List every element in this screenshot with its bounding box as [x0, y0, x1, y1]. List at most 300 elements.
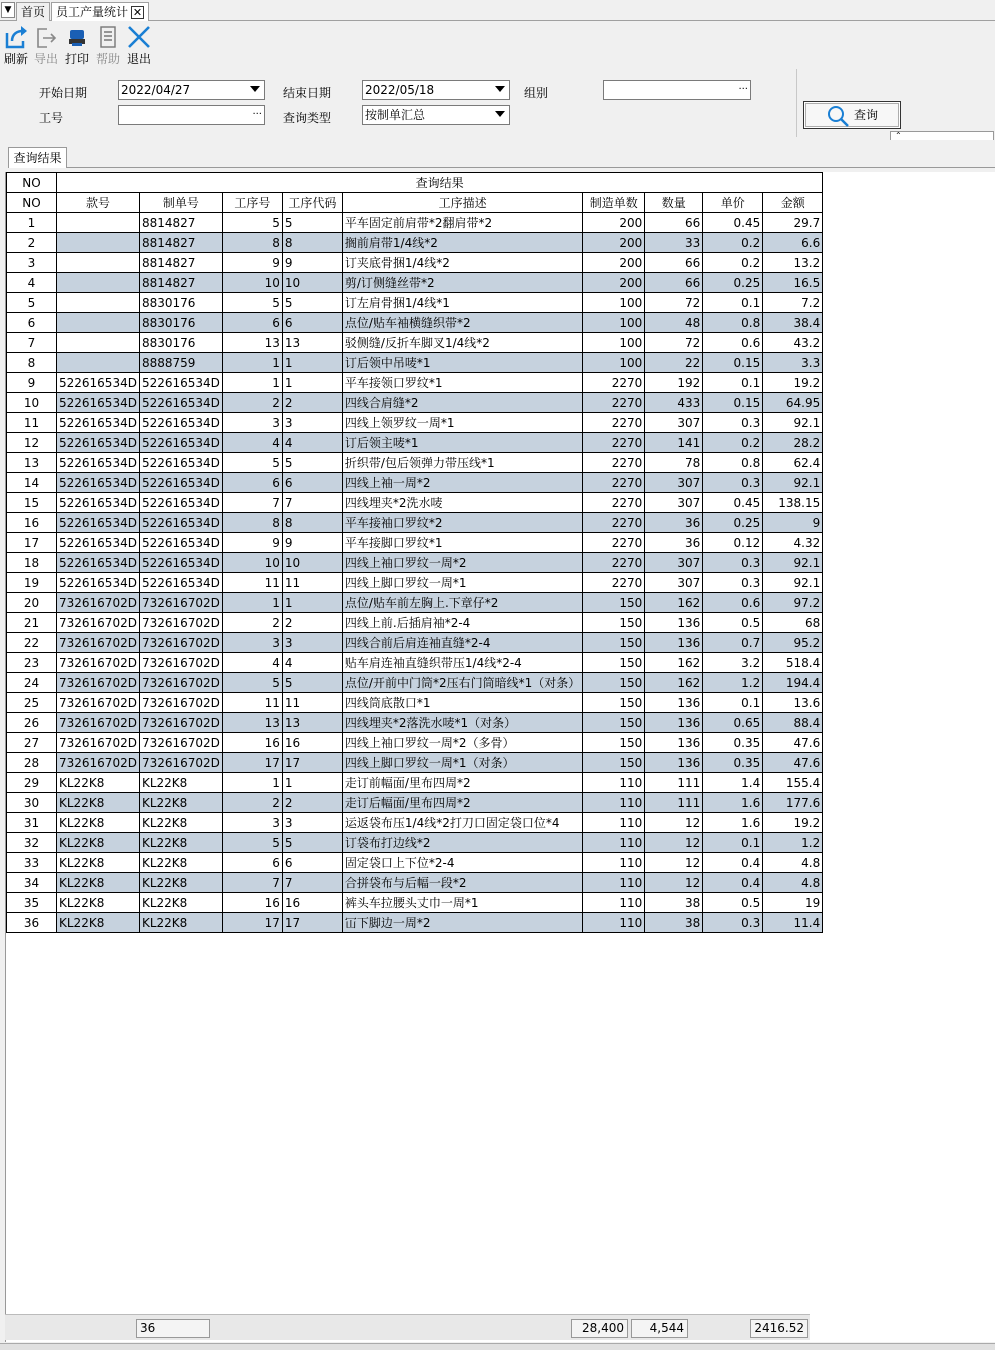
col-process-desc-cell: 四线合前后肩连袖直缝*2-4 — [342, 633, 582, 653]
table-row[interactable] — [7, 393, 823, 413]
col-unit-price-cell: 0.3 — [703, 473, 763, 493]
col-process-desc-cell: 运返袋布压1/4线*2打刀口固定袋口位*4 — [342, 813, 582, 833]
col-unit-price-cell: 1.2 — [703, 673, 763, 693]
col-quantity-cell: 12 — [645, 873, 703, 893]
col-quantity-cell: 136 — [645, 693, 703, 713]
col-process-code-cell: 5 — [282, 213, 342, 233]
col-order-no-cell: 8830176 — [139, 333, 222, 353]
col-quantity-cell: 307 — [645, 413, 703, 433]
col-style-no-cell: 732616702D — [57, 673, 140, 693]
col-process-no-cell: 10 — [222, 273, 282, 293]
query-type-select[interactable] — [362, 105, 510, 125]
col-order-no-cell: 732616702D — [139, 713, 222, 733]
col-order-no-cell: 8888759 — [139, 353, 222, 373]
col-process-desc-cell: 四线筒底散口*1 — [342, 693, 582, 713]
col-process-desc-cell: 剪/订侧缝丝带*2 — [342, 273, 582, 293]
col-no-cell: 25 — [7, 693, 57, 713]
col-order-qty-cell: 200 — [583, 213, 645, 233]
col-style-no-cell — [57, 253, 140, 273]
table-row[interactable] — [7, 673, 823, 693]
col-process-desc-cell: 平车接领口罗纹*1 — [342, 373, 582, 393]
col-amount-cell: 13.6 — [763, 693, 823, 713]
col-order-qty-cell: 100 — [583, 313, 645, 333]
col-amount-cell: 95.2 — [763, 633, 823, 653]
col-quantity-cell: 22 — [645, 353, 703, 373]
col-order-no-cell: 732616702D — [139, 673, 222, 693]
col-order-no-cell: 732616702D — [139, 693, 222, 713]
col-order-qty-cell: 150 — [583, 653, 645, 673]
col-quantity-cell: 136 — [645, 733, 703, 753]
table-row[interactable] — [7, 713, 823, 733]
query-button[interactable] — [803, 101, 901, 129]
col-quantity-cell: 307 — [645, 473, 703, 493]
col-process-no-cell: 2 — [222, 393, 282, 413]
col-order-qty-cell: 2270 — [583, 533, 645, 553]
col-process-no-cell: 5 — [222, 213, 282, 233]
table-row[interactable] — [7, 433, 823, 453]
worker-id-field[interactable] — [118, 105, 265, 125]
col-style-no-cell — [57, 213, 140, 233]
col-amount-cell: 155.4 — [763, 773, 823, 793]
ellipsis-icon[interactable]: ··· — [252, 109, 262, 120]
close-tab-icon[interactable]: ✕ — [132, 6, 143, 19]
col-order-qty-cell: 2270 — [583, 573, 645, 593]
summary-footer — [5, 1314, 810, 1340]
col-process-no-cell: 11 — [222, 693, 282, 713]
results-grid — [5, 172, 995, 1342]
table-row[interactable] — [7, 353, 823, 373]
col-process-code-cell: 10 — [282, 553, 342, 573]
refresh-button[interactable] — [1, 24, 31, 67]
col-no-cell: 16 — [7, 513, 57, 533]
tab-underline — [67, 167, 995, 168]
table-row[interactable] — [7, 293, 823, 313]
table-row[interactable] — [7, 573, 823, 593]
col-process-code-cell: 17 — [282, 913, 342, 933]
col-order-qty-cell: 110 — [583, 853, 645, 873]
col-order-no-cell: 8814827 — [139, 213, 222, 233]
col-amount-cell: 92.1 — [763, 573, 823, 593]
col-amount-cell: 28.2 — [763, 433, 823, 453]
col-style-no-cell: 522616534D — [57, 553, 140, 573]
col-style-no-cell: KL22K8 — [57, 813, 140, 833]
col-unit-price-cell: 3.2 — [703, 653, 763, 673]
col-quantity-cell: 136 — [645, 633, 703, 653]
col-quantity-cell: 111 — [645, 793, 703, 813]
col-amount-cell: 97.2 — [763, 593, 823, 613]
col-style-no-cell: 522616534D — [57, 433, 140, 453]
band-title-header: 查询结果 — [57, 173, 823, 193]
table-row[interactable] — [7, 233, 823, 253]
col-no-cell: 36 — [7, 913, 57, 933]
print-button[interactable] — [62, 24, 92, 67]
table-row[interactable] — [7, 773, 823, 793]
col-process-no-cell: 2 — [222, 793, 282, 813]
col-process-no-cell: 5 — [222, 673, 282, 693]
col-no-cell: 11 — [7, 413, 57, 433]
query-button-label: 查询 — [853, 108, 878, 122]
table-row[interactable] — [7, 593, 823, 613]
collapse-panel-handle[interactable]: ⌃ — [890, 131, 994, 140]
col-order-no-cell: 732616702D — [139, 613, 222, 633]
col-process-code-cell: 11 — [282, 693, 342, 713]
col-process-code-cell: 6 — [282, 473, 342, 493]
group-field[interactable] — [603, 80, 751, 100]
col-amount-cell: 29.7 — [763, 213, 823, 233]
col-process-code-cell: 5 — [282, 293, 342, 313]
col-order-no-cell: 8814827 — [139, 253, 222, 273]
table-row[interactable] — [7, 813, 823, 833]
col-order-no-cell: 522616534D — [139, 393, 222, 413]
query-type-value: 按制单汇总 — [365, 108, 426, 122]
table-row[interactable] — [7, 913, 823, 933]
col-process-code-cell: 3 — [282, 813, 342, 833]
col-order-no-cell: KL22K8 — [139, 813, 222, 833]
col-unit-price-cell: 0.5 — [703, 613, 763, 633]
col-order-qty-cell: 150 — [583, 673, 645, 693]
col-amount-cell: 16.5 — [763, 273, 823, 293]
col-unit-price-cell: 0.25 — [703, 273, 763, 293]
col-process-desc-cell: 走订后幅面/里布四周*2 — [342, 793, 582, 813]
col-quantity-cell: 162 — [645, 673, 703, 693]
col-quantity-cell: 307 — [645, 553, 703, 573]
col-order-no-cell: KL22K8 — [139, 893, 222, 913]
col-order-no-cell: 522616534D — [139, 513, 222, 533]
col-no-cell: 28 — [7, 753, 57, 773]
col-process-desc-cell: 点位/开前中门筒*2压右门筒暗线*1（对条） — [342, 673, 582, 693]
col-process-no-cell: 1 — [222, 353, 282, 373]
col-process-code-cell: 2 — [282, 793, 342, 813]
tab-list-dropdown[interactable]: ▼ — [1, 2, 15, 18]
ellipsis-icon[interactable]: ··· — [738, 84, 748, 95]
col-process-desc-cell: 四线上前.后插肩袖*2-4 — [342, 613, 582, 633]
col-process-desc-cell: 走订前幅面/里布四周*2 — [342, 773, 582, 793]
col-style-no-cell: 522616534D — [57, 533, 140, 553]
col-amount-cell: 6.6 — [763, 233, 823, 253]
col-quantity-cell: 33 — [645, 233, 703, 253]
col-process-desc-cell: 四线上袖口罗纹一周*2（多骨） — [342, 733, 582, 753]
table-row[interactable] — [7, 893, 823, 913]
table-row[interactable] — [7, 733, 823, 753]
col-unit-price-cell: 0.15 — [703, 353, 763, 373]
col-order-no-cell: 732616702D — [139, 733, 222, 753]
col-order-no-cell: 522616534D — [139, 533, 222, 553]
col-process-desc-header[interactable]: 工序描述 — [342, 193, 582, 213]
table-row[interactable] — [7, 753, 823, 773]
col-no-cell: 13 — [7, 453, 57, 473]
col-process-no-cell: 6 — [222, 313, 282, 333]
col-order-no-cell: KL22K8 — [139, 793, 222, 813]
col-order-qty-cell: 2270 — [583, 433, 645, 453]
col-quantity-cell: 78 — [645, 453, 703, 473]
col-amount-cell: 177.6 — [763, 793, 823, 813]
table-row[interactable] — [7, 873, 823, 893]
col-order-qty-cell: 200 — [583, 253, 645, 273]
col-amount-cell: 88.4 — [763, 713, 823, 733]
col-unit-price-cell: 0.25 — [703, 513, 763, 533]
col-order-no-cell: KL22K8 — [139, 833, 222, 853]
col-no-cell: 6 — [7, 313, 57, 333]
col-process-no-header[interactable]: 工序号 — [222, 193, 282, 213]
col-process-code-cell: 4 — [282, 653, 342, 673]
col-order-no-cell: 732616702D — [139, 753, 222, 773]
col-process-code-cell: 6 — [282, 853, 342, 873]
col-quantity-cell: 12 — [645, 833, 703, 853]
col-order-qty-cell: 2270 — [583, 473, 645, 493]
col-style-no-cell: 522616534D — [57, 573, 140, 593]
tab-employee-output[interactable] — [51, 2, 149, 21]
col-process-code-cell: 13 — [282, 333, 342, 353]
col-process-desc-cell: 订夹底骨捆1/4线*2 — [342, 253, 582, 273]
table-row[interactable] — [7, 313, 823, 333]
col-amount-cell: 19.2 — [763, 813, 823, 833]
col-order-qty-cell: 150 — [583, 713, 645, 733]
col-process-code-cell: 11 — [282, 573, 342, 593]
col-process-code-cell: 9 — [282, 533, 342, 553]
col-amount-cell: 92.1 — [763, 413, 823, 433]
col-process-desc-cell: 四线上脚口罗纹一周*1 — [342, 573, 582, 593]
table-row[interactable] — [7, 413, 823, 433]
start-date-label: 开始日期 — [39, 86, 88, 100]
horizontal-scrollbar[interactable] — [0, 1343, 995, 1350]
col-no-cell: 22 — [7, 633, 57, 653]
col-process-code-cell: 4 — [282, 433, 342, 453]
col-order-qty-cell: 150 — [583, 613, 645, 633]
export-button[interactable] — [31, 24, 61, 67]
col-unit-price-header[interactable]: 单价 — [703, 193, 763, 213]
table-row[interactable] — [7, 333, 823, 353]
col-unit-price-cell: 0.3 — [703, 913, 763, 933]
table-row[interactable] — [7, 793, 823, 813]
col-process-desc-cell: 点位/贴车袖横缝织带*2 — [342, 313, 582, 333]
table-row[interactable] — [7, 513, 823, 533]
col-order-qty-cell: 2270 — [583, 453, 645, 473]
col-process-no-cell: 5 — [222, 293, 282, 313]
chevron-down-icon[interactable] — [250, 86, 260, 92]
col-order-no-cell: KL22K8 — [139, 873, 222, 893]
col-order-no-cell: 8830176 — [139, 293, 222, 313]
col-style-no-cell — [57, 353, 140, 373]
end-date-picker[interactable] — [362, 80, 510, 100]
col-process-desc-cell: 贴车肩连袖直缝织带压1/4线*2-4 — [342, 653, 582, 673]
col-style-no-cell: 732616702D — [57, 733, 140, 753]
col-unit-price-cell: 0.8 — [703, 453, 763, 473]
col-process-no-cell: 3 — [222, 633, 282, 653]
col-style-no-cell: KL22K8 — [57, 853, 140, 873]
col-order-qty-cell: 150 — [583, 753, 645, 773]
col-style-no-cell: 522616534D — [57, 373, 140, 393]
table-row[interactable] — [7, 273, 823, 293]
col-amount-cell: 13.2 — [763, 253, 823, 273]
col-process-no-cell: 11 — [222, 573, 282, 593]
col-process-no-cell: 1 — [222, 373, 282, 393]
table-row[interactable] — [7, 473, 823, 493]
col-quantity-cell: 66 — [645, 273, 703, 293]
col-unit-price-cell: 0.2 — [703, 433, 763, 453]
col-process-desc-cell: 订后领主唛*1 — [342, 433, 582, 453]
col-order-qty-cell: 100 — [583, 293, 645, 313]
col-process-code-cell: 13 — [282, 713, 342, 733]
col-no-header[interactable]: NO — [7, 193, 57, 213]
col-amount-cell: 38.4 — [763, 313, 823, 333]
table-row[interactable] — [7, 453, 823, 473]
col-order-qty-cell: 110 — [583, 773, 645, 793]
exit-button[interactable] — [124, 24, 154, 67]
col-order-qty-cell: 110 — [583, 793, 645, 813]
start-date-picker[interactable] — [118, 80, 265, 100]
col-process-desc-cell: 订后领中吊唛*1 — [342, 353, 582, 373]
col-no-cell: 26 — [7, 713, 57, 733]
col-no-cell: 17 — [7, 533, 57, 553]
results-table — [6, 172, 823, 933]
col-order-qty-cell: 2270 — [583, 413, 645, 433]
table-row[interactable] — [7, 253, 823, 273]
col-amount-cell: 194.4 — [763, 673, 823, 693]
col-process-desc-cell: 搁前肩带1/4线*2 — [342, 233, 582, 253]
amount-total: 2416.52 — [750, 1319, 808, 1338]
col-no-cell: 18 — [7, 553, 57, 573]
col-unit-price-cell: 0.1 — [703, 293, 763, 313]
col-order-no-cell: KL22K8 — [139, 773, 222, 793]
table-row[interactable] — [7, 833, 823, 853]
col-style-no-cell — [57, 293, 140, 313]
document-icon — [95, 24, 121, 50]
col-quantity-cell: 111 — [645, 773, 703, 793]
table-row[interactable] — [7, 613, 823, 633]
col-no-cell: 12 — [7, 433, 57, 453]
col-process-desc-cell: 合拼袋布与后幅一段*2 — [342, 873, 582, 893]
col-process-desc-cell: 四线上脚口罗纹一周*1（对条） — [342, 753, 582, 773]
col-style-no-cell: 732616702D — [57, 753, 140, 773]
chevron-down-icon[interactable] — [495, 86, 505, 92]
col-unit-price-cell: 0.5 — [703, 893, 763, 913]
col-amount-cell: 68 — [763, 613, 823, 633]
exit-label: 退出 — [126, 52, 151, 66]
col-order-qty-cell: 200 — [583, 233, 645, 253]
col-order-qty-header[interactable]: 制造单数 — [583, 193, 645, 213]
col-process-code-cell: 3 — [282, 413, 342, 433]
col-process-desc-cell: 裤头车拉腰头丈巾一周*1 — [342, 893, 582, 913]
col-no-cell: 31 — [7, 813, 57, 833]
col-order-no-cell: 732616702D — [139, 633, 222, 653]
col-amount-cell: 62.4 — [763, 453, 823, 473]
col-process-no-cell: 13 — [222, 333, 282, 353]
col-unit-price-cell: 0.1 — [703, 693, 763, 713]
col-quantity-cell: 136 — [645, 613, 703, 633]
col-style-no-cell: 732616702D — [57, 593, 140, 613]
col-process-desc-cell: 订袋布打边线*2 — [342, 833, 582, 853]
tab-query-results-label: 查询结果 — [13, 151, 62, 165]
col-unit-price-cell: 0.2 — [703, 253, 763, 273]
col-process-desc-cell: 点位/贴车前左胸上.下章仔*2 — [342, 593, 582, 613]
tab-employee-output-label: 员工产量统计 — [56, 5, 129, 19]
col-quantity-cell: 72 — [645, 293, 703, 313]
col-unit-price-cell: 0.45 — [703, 213, 763, 233]
col-order-qty-cell: 110 — [583, 893, 645, 913]
col-process-no-cell: 17 — [222, 913, 282, 933]
col-order-qty-cell: 110 — [583, 913, 645, 933]
col-amount-cell: 4.8 — [763, 873, 823, 893]
col-unit-price-cell: 0.6 — [703, 593, 763, 613]
col-style-no-cell: KL22K8 — [57, 833, 140, 853]
col-amount-cell: 47.6 — [763, 753, 823, 773]
col-quantity-header[interactable]: 数量 — [645, 193, 703, 213]
table-row[interactable] — [7, 493, 823, 513]
group-label: 组别 — [524, 86, 549, 100]
col-process-no-cell: 2 — [222, 613, 282, 633]
col-style-no-cell — [57, 273, 140, 293]
col-amount-cell: 47.6 — [763, 733, 823, 753]
col-order-no-cell: 522616534D — [139, 413, 222, 433]
col-quantity-cell: 141 — [645, 433, 703, 453]
worker-id-label: 工号 — [39, 111, 64, 125]
col-no-cell: 14 — [7, 473, 57, 493]
col-process-code-cell: 5 — [282, 673, 342, 693]
col-order-qty-cell: 150 — [583, 733, 645, 753]
col-style-no-header[interactable]: 款号 — [57, 193, 140, 213]
table-row[interactable] — [7, 533, 823, 553]
col-no-cell: 30 — [7, 793, 57, 813]
col-quantity-cell: 38 — [645, 913, 703, 933]
col-process-no-cell: 13 — [222, 713, 282, 733]
col-unit-price-cell: 1.6 — [703, 813, 763, 833]
tab-strip — [0, 0, 995, 21]
tab-home[interactable] — [16, 2, 50, 21]
table-row[interactable] — [7, 853, 823, 873]
col-process-desc-cell: 平车接袖口罗纹*2 — [342, 513, 582, 533]
col-process-code-cell: 9 — [282, 253, 342, 273]
col-order-no-cell: 522616534D — [139, 553, 222, 573]
col-process-code-cell: 5 — [282, 453, 342, 473]
col-amount-cell: 92.1 — [763, 553, 823, 573]
col-process-no-cell: 3 — [222, 413, 282, 433]
table-row[interactable] — [7, 373, 823, 393]
col-style-no-cell: KL22K8 — [57, 793, 140, 813]
table-row[interactable] — [7, 633, 823, 653]
col-order-no-header[interactable]: 制单号 — [139, 193, 222, 213]
col-process-no-cell: 9 — [222, 253, 282, 273]
table-row[interactable] — [7, 213, 823, 233]
col-style-no-cell — [57, 233, 140, 253]
col-process-code-cell: 17 — [282, 753, 342, 773]
start-date-value: 2022/04/27 — [121, 83, 191, 97]
col-amount-cell: 1.2 — [763, 833, 823, 853]
col-no-cell: 15 — [7, 493, 57, 513]
col-no-cell: 34 — [7, 873, 57, 893]
col-process-code-header[interactable]: 工序代码 — [282, 193, 342, 213]
col-order-no-cell: 732616702D — [139, 653, 222, 673]
table-row[interactable] — [7, 553, 823, 573]
table-row[interactable] — [7, 693, 823, 713]
tab-query-results[interactable] — [8, 147, 67, 168]
col-style-no-cell: 732616702D — [57, 713, 140, 733]
help-button[interactable] — [93, 24, 123, 67]
quantity-total: 4,544 — [631, 1319, 688, 1338]
col-amount-cell: 19.2 — [763, 373, 823, 393]
export-icon — [33, 24, 59, 50]
col-unit-price-cell: 0.15 — [703, 393, 763, 413]
col-order-no-cell: 522616534D — [139, 373, 222, 393]
col-quantity-cell: 36 — [645, 513, 703, 533]
col-unit-price-cell: 0.45 — [703, 493, 763, 513]
chevron-down-icon[interactable] — [495, 111, 505, 117]
col-unit-price-cell: 0.65 — [703, 713, 763, 733]
print-label: 打印 — [64, 52, 89, 66]
table-row[interactable] — [7, 653, 823, 673]
col-amount-header[interactable]: 金额 — [763, 193, 823, 213]
col-process-code-cell: 16 — [282, 893, 342, 913]
col-process-code-cell: 2 — [282, 613, 342, 633]
